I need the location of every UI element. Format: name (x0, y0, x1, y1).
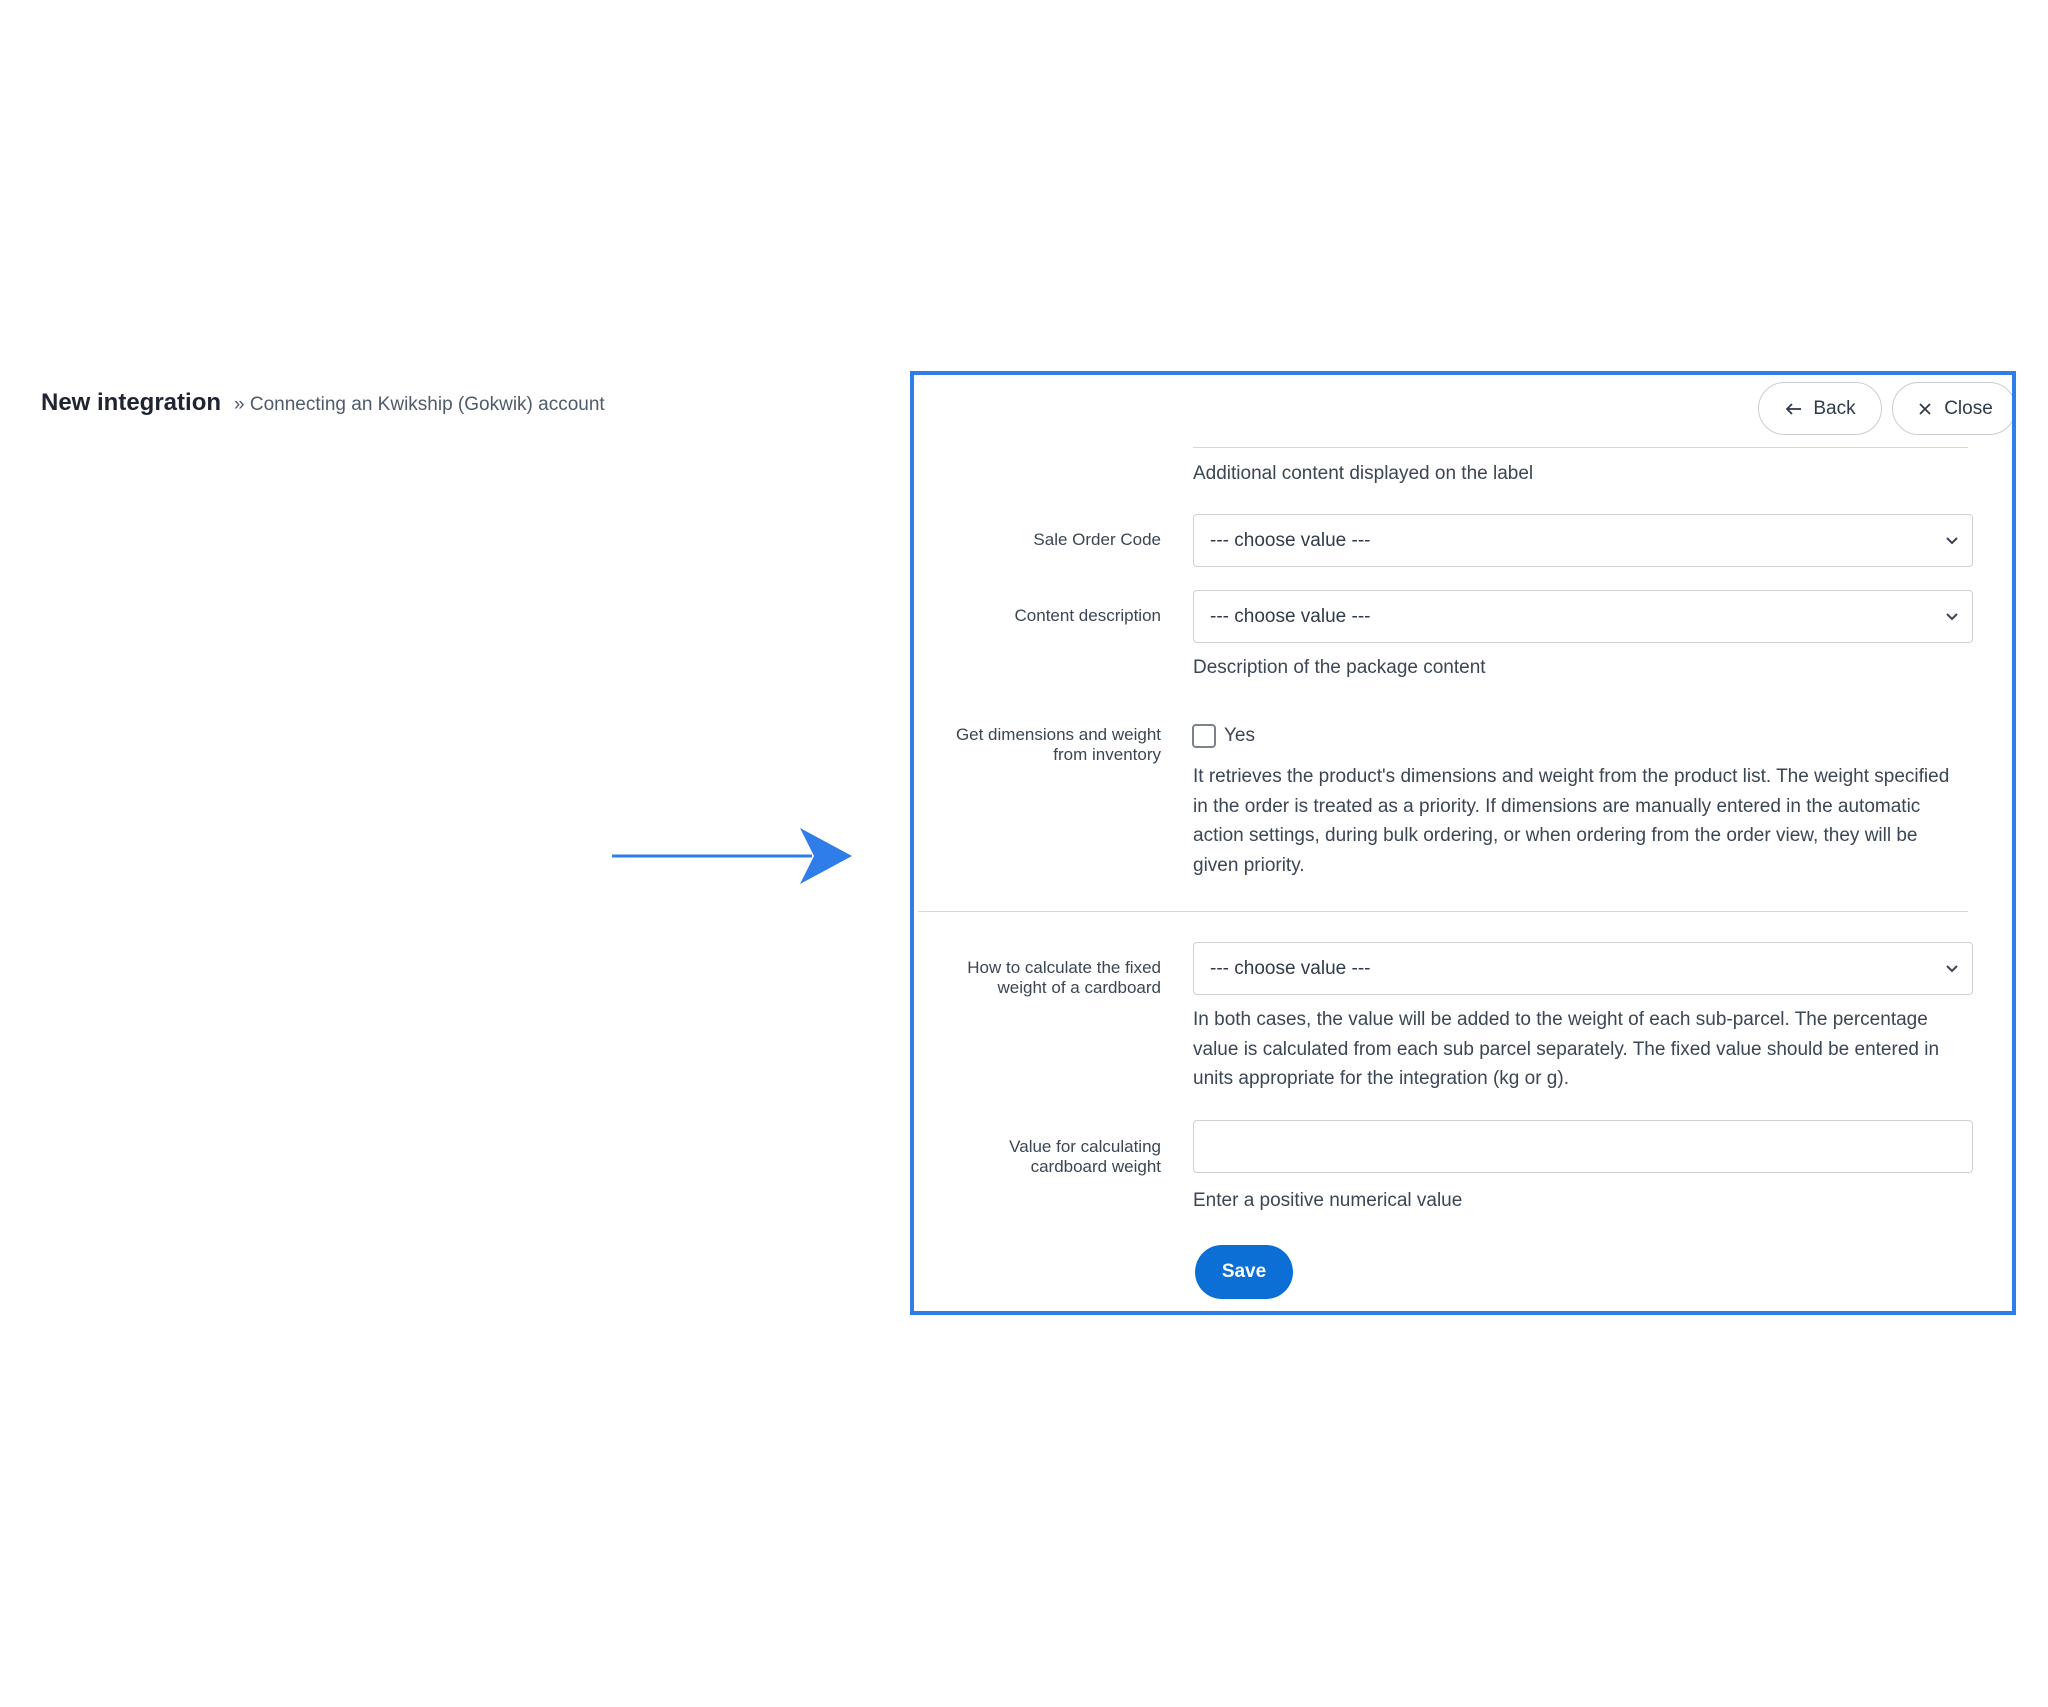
content-description-select[interactable] (1193, 590, 1973, 643)
content-description-value: --- choose value --- (1210, 605, 1371, 627)
dimensions-help-line: given priority. (1193, 854, 1305, 876)
page-heading (41, 389, 605, 417)
close-icon (1915, 399, 1935, 419)
section-divider (1193, 447, 1968, 448)
cardboard-method-label-line: weight of a cardboard (997, 978, 1161, 997)
dimensions-label-line: from inventory (1053, 745, 1161, 764)
cardboard-method-help-line: units appropriate for the integration (kg or g). (1193, 1068, 1569, 1089)
label-content-help: Additional content displayed on the label (1193, 463, 1534, 484)
page-title: New integration (41, 389, 222, 416)
cardboard-value-label-line: cardboard weight (1030, 1157, 1161, 1176)
arrow-left-icon (1784, 399, 1804, 419)
dimensions-label-line: Get dimensions and weight (955, 725, 1161, 744)
cardboard-weight-value-help: Enter a positive numerical value (1193, 1190, 1463, 1211)
cardboard-method-help-line: value is calculated from each sub parcel separately. The fixed value should be entered in (1193, 1038, 1940, 1060)
back-button[interactable] (1758, 382, 1882, 435)
dimensions-from-inventory-checkbox[interactable] (1192, 724, 1216, 748)
cardboard-weight-value-input[interactable] (1193, 1120, 1973, 1173)
cardboard-weight-method-help (1193, 1005, 1939, 1094)
save-button[interactable]: Save (1195, 1245, 1293, 1299)
chevron-down-icon (1944, 610, 1960, 624)
breadcrumb: » Connecting an Kwikship (Gokwik) account (234, 394, 605, 415)
chevron-down-icon (1944, 534, 1960, 548)
cardboard-method-label-line: How to calculate the fixed (967, 958, 1161, 977)
sale-order-code-label: Sale Order Code (1033, 530, 1161, 549)
dimensions-help-line: in the order is treated as a priority. If dimensions are manually entered in the automatic (1193, 795, 1921, 817)
back-button-label: Back (1813, 397, 1856, 419)
section-divider (918, 911, 1968, 912)
sale-order-code-select[interactable] (1193, 514, 1973, 567)
cardboard-method-help-line: In both cases, the value will be added to the weight of each sub-parcel. The percentage (1193, 1009, 1928, 1030)
cardboard-weight-method-select[interactable] (1193, 942, 1973, 995)
dimensions-help-line: It retrieves the product's dimensions and weight from the product list. The weight specified (1193, 766, 1950, 787)
pointer-arrow-icon (612, 828, 852, 884)
dimensions-checkbox-label: Yes (1224, 725, 1255, 746)
cardboard-weight-value-label (1009, 1137, 1161, 1177)
sale-order-code-value: --- choose value --- (1210, 529, 1371, 551)
content-description-label: Content description (1014, 606, 1161, 625)
chevron-down-icon (1944, 962, 1960, 976)
content-description-help: Description of the package content (1193, 657, 1486, 678)
close-button-label: Close (1944, 397, 1993, 419)
cardboard-value-label-line: Value for calculating (1009, 1137, 1161, 1156)
close-button[interactable] (1892, 382, 2016, 435)
dimensions-from-inventory-label (956, 725, 1161, 765)
cardboard-weight-method-label (967, 958, 1161, 998)
dimensions-help (1193, 762, 1949, 880)
integration-settings-panel (910, 371, 2016, 1315)
dimensions-help-line: action settings, during bulk ordering, or when ordering from the order view, they will be (1193, 825, 1918, 846)
cardboard-weight-method-value: --- choose value --- (1210, 957, 1371, 979)
